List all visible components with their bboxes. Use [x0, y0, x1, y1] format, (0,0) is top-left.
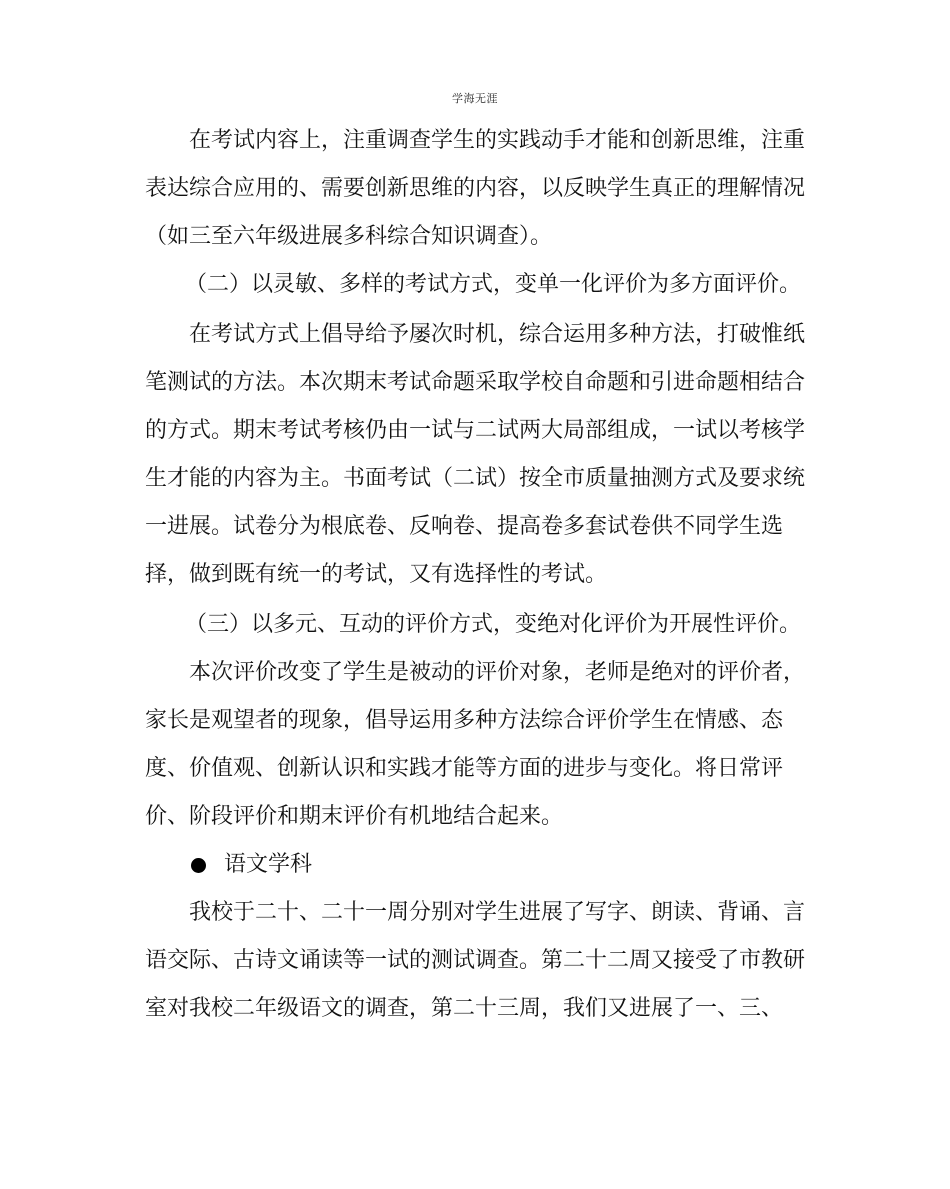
- paragraph-line: 度、价值观、创新认识和实践才能等方面的进步与变化。将日常评: [145, 756, 784, 781]
- section-heading: （二）以灵敏、多样的考试方式，变单一化评价为多方面评价。: [185, 272, 802, 297]
- bullet-icon: [191, 858, 206, 873]
- paragraph-line: 我校于二十、二十一周分别对学生进展了写字、朗读、背诵、言: [189, 900, 806, 925]
- paragraph-line: 在考试方式上倡导给予屡次时机，综合运用多种方法，打破惟纸: [189, 322, 806, 347]
- paragraph-line: 表达综合应用的、需要创新思维的内容，以反映学生真正的理解情况: [145, 176, 806, 201]
- paragraph-line: 择，做到既有统一的考试，又有选择性的考试。: [145, 562, 608, 587]
- paragraph-line: （如三至六年级进展多科综合知识调查）。: [145, 224, 553, 249]
- paragraph-line: 语交际、古诗文诵读等一试的测试调查。第二十二周又接受了市教研: [145, 948, 806, 973]
- paragraph-line: 笔测试的方法。本次期末考试命题采取学校自命题和引进命题相结合: [145, 370, 806, 395]
- paragraph-line: 室对我校二年级语文的调查，第二十三周，我们又进展了一、三、: [145, 996, 784, 1021]
- section-heading: （三）以多元、互动的评价方式，变绝对化评价为开展性评价。: [185, 612, 802, 637]
- page-header: 学海无涯: [452, 92, 498, 105]
- paragraph-line: 一进展。试卷分为根底卷、反响卷、提高卷多套试卷供不同学生选: [145, 514, 784, 539]
- paragraph-line: 价、阶段评价和期末评价有机地结合起来。: [145, 804, 564, 829]
- paragraph-line: 在考试内容上，注重调查学生的实践动手才能和创新思维，注重: [189, 128, 806, 153]
- paragraph-line: 家长是观望者的现象，倡导运用多种方法综合评价学生在情感、态: [145, 708, 784, 733]
- paragraph-line: 的方式。期末考试考核仍由一试与二试两大局部组成，一试以考核学: [145, 418, 806, 443]
- paragraph-line: 生才能的内容为主。书面考试（二试）按全市质量抽测方式及要求统: [145, 466, 806, 491]
- paragraph-line: 本次评价改变了学生是被动的评价对象，老师是绝对的评价者，: [189, 660, 806, 685]
- bullet-label: 语文学科: [224, 852, 313, 877]
- bullet-item: [189, 850, 312, 880]
